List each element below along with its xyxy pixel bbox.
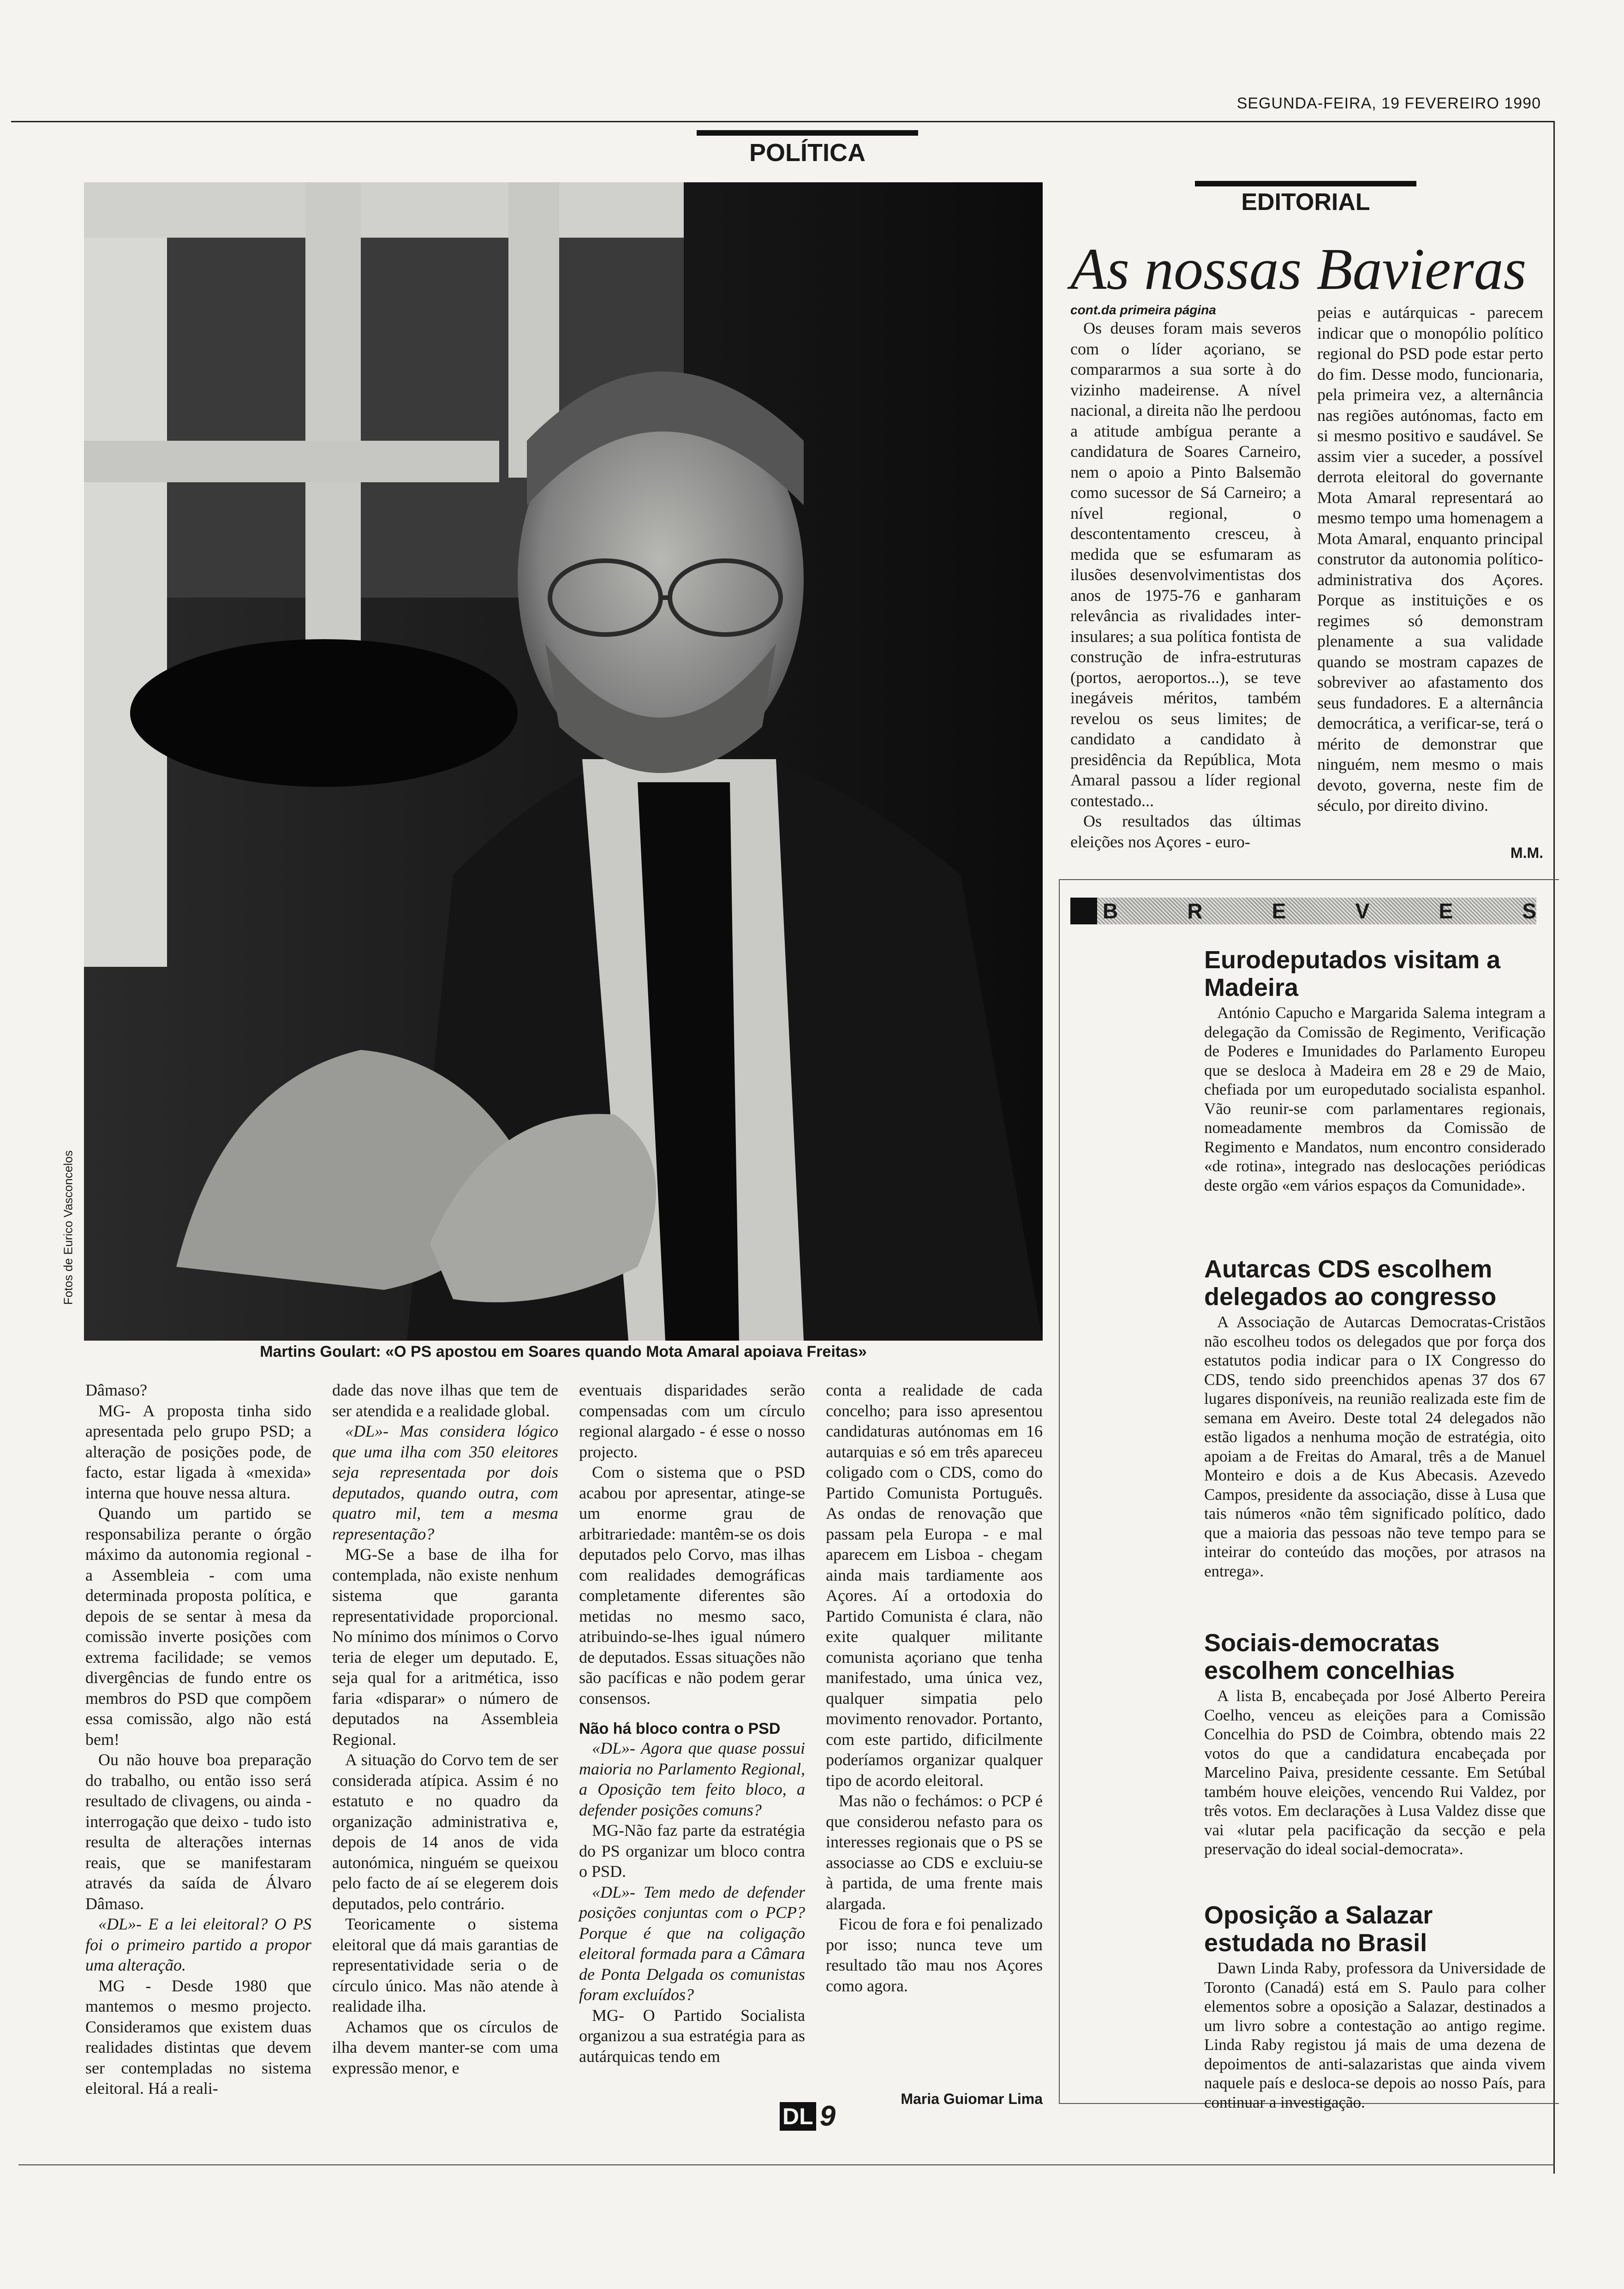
photo-credit — [58, 1117, 78, 1338]
brief-item — [1204, 946, 1546, 1195]
article-paragraph: MG- O Partido Socialista organizou a sua estratégia para as autárquicas tendo em — [579, 2006, 805, 2066]
portrait-illustration — [84, 182, 1043, 1341]
article-paragraph: conta a realidade de cada concelho; para isso apresentou candidaturas autónomas em 16 autarquias e só em três apareceu coligado com o CDS, como do Partido Comunista Português. As ondas de renovação que passam pela Europa - e mal aparecem em Lisboa - chegam ainda mais tardiamente aos Açores. Aí a ortodoxia do Partido Comunista é clara, não exite qualquer militante comunista açoriano que tenha manifestado, uma única vez, qualquer simpatia pelo movimento renovador. Portanto, com este partido, dificilmente poderíamos organizar qualquer tipo de acordo eleitoral. — [826, 1381, 1043, 1790]
page-bottom-rule — [18, 2164, 1555, 2165]
editorial-label: EDITORIAL — [1241, 189, 1370, 216]
editorial-paragraph: Os deuses foram mais severos com o líder açoriano, se compararmos a sua sorte à do vizinho madeirense. A nível nacional, a direita não lhe perdoou a atitude ambígua perante a candidatura de Soares Carneiro, nem o apoio a Pinto Balsemão como sucessor de Sá Carneiro; a nível regional, o descontentamento cresceu, à medida que se esfumaram as ilusões desenvolvimentistas dos anos de 1975-76 e ganharam relevância as rivalidades inter-insulares; a sua política fontista de construção de infra-estruturas (portos, aeroportos...), se teve inegáveis méritos, também revelou os seus limites; de candidato a candidato à presidência da República, Mota Amaral passou a líder regional contestado... — [1070, 319, 1301, 810]
issue-date: SEGUNDA-FEIRA, 19 FEVEREIRO 1990 — [1236, 95, 1541, 112]
brief-text: A lista B, encabeçada por José Alberto Pereira Coelho, venceu as eleições para a Comissão Concelhia do PSD de Coimbra, obtendo mais 22 votos do que a candidatura encabeçada por Marcelino Paiva, presidente cessante. Em Setúbal também houve eleições, vencendo Rui Valdez, por três votos. Em declarações à Lusa Valdez disse que vai «lutar pela pacificação da secção e pela preservação do ideal social-democrata». — [1204, 1687, 1546, 1858]
article-paragraph: MG-Não faz parte da estratégia do PS organizar um bloco contra o PSD. — [579, 1821, 805, 1881]
article-paragraph: A situação do Corvo tem de ser considerada atípica. Assim é no estatuto e no quadro da organização administrativa e, depois de 14 anos de vida autonómica, ninguém se queixou pelo facto de aí se elegerem dois deputados, pelo contrário. — [332, 1750, 558, 1913]
photo-caption: Martins Goulart: «O PS apostou em Soares quando Mota Amaral apoiava Freitas» — [260, 1343, 867, 1360]
breves-square-icon — [1070, 898, 1097, 924]
article-paragraph: MG-Se a base de ilha for contemplada, não existe nenhum sistema que garanta representatividade proporcional. No mínimo dos mínimos o Corvo teria de eleger um deputado. E, seja qual for a aritmética, isso faria «disparar» o número de deputados na Assembleia Regional. — [332, 1545, 558, 1749]
article-byline: Maria Guiomar Lima — [901, 2091, 1043, 2107]
brief-item — [1204, 1255, 1546, 1581]
article-question: «DL»- E a lei eleitoral? O PS foi o primeiro partido a propor uma alteração. — [85, 1915, 311, 1974]
article-column-2 — [332, 1380, 558, 2078]
brief-title: Oposição a Salazar estudada no Brasil — [1204, 1901, 1433, 1957]
section-bar — [697, 130, 918, 136]
brief-title: Eurodeputados visitam a Madeira — [1204, 946, 1501, 1001]
brief-text: António Capucho e Margarida Salema integram a delegação da Comissão de Regimento, Verificação de Poderes e Imunidades do Parlamento Europeu que se desloca à Madeira em 28 e 29 de Maio, chefiada por um europedutado socialista espanhol. Vão reunir-se com parlamentares regionais, nomeadamente membros da Comissão de Regimento e Mandatos, num encontro considerado «de rotina», integrado nas deslocações periódicas deste orgão «em vários espaços da Comunidade». — [1204, 1004, 1546, 1194]
article-paragraph: Achamos que os círculos de ilha devem manter-se com uma expressão menor, e — [332, 2017, 558, 2077]
article-column-1 — [85, 1380, 311, 2099]
brief-title: Sociais-democratas escolhem concelhias — [1204, 1629, 1455, 1684]
brief-item — [1204, 1629, 1546, 1859]
section-header — [697, 130, 918, 167]
interview-photo — [84, 182, 1043, 1341]
breves-letter: B — [1103, 899, 1118, 923]
newspaper-logo: DL — [780, 2102, 816, 2131]
photo-credit-text: Fotos de Eurico Vasconcelos — [61, 1150, 75, 1305]
article-paragraph: Ficou de fora e foi penalizado por isso; nunca teve um resultado tão mau nos Açores como agora. — [826, 1915, 1043, 1995]
article-question: «DL»- Mas considera lógico que uma ilha com 350 eleitores seja representada por dois deputados, quando outra, com quatro mil, tem a mesma representação? — [332, 1422, 558, 1543]
breves-heading — [1103, 898, 1536, 924]
breves-letter: S — [1522, 899, 1536, 923]
article-paragraph: dade das nove ilhas que tem de ser atendida e a realidade global. — [332, 1381, 558, 1420]
editorial-paragraph: peias e autárquicas - parecem indicar que o monopólio político regional do PSD pode estar perto do fim. Desse modo, funcionaria, pela primeira vez, a alternância nas regiões autónomas, facto em si mesmo positivo e saudável. Se assim vier a suceder, a possível derrota eleitoral do governante Mota Amaral representará ao mesmo tempo uma homenagem a Mota Amaral, enquanto principal construtor da autonomia político-administrativa dos Açores. Porque as instituições e os regimes só demonstram plenamente a sua validade quando se mostram capazes de sobreviver ao afastamento dos seus fundadores. E a alternância democrática, a verificar-se, terá o mérito de demonstrar que ninguém, nem mesmo o mais devoto, governa, neste fim de século, por direito divino. — [1317, 303, 1543, 815]
breves-letter: E — [1439, 899, 1453, 923]
editorial-title: As nossas Bavieras — [1070, 236, 1527, 302]
editorial-paragraph: Os resultados das últimas eleições nos Açores - euro- — [1070, 812, 1301, 851]
article-paragraph: MG- A proposta tinha sido apresentada pelo grupo PSD; a alteração de posições pode, de facto, estar ligada à «mexida» interna que houve nessa altura. — [85, 1401, 311, 1502]
article-paragraph: eventuais disparidades serão compensadas com um círculo regional alargado - é esse o nosso projecto. — [579, 1381, 805, 1461]
editorial-header — [1195, 181, 1416, 216]
brief-item — [1204, 1901, 1546, 2112]
editorial-signature: M.M. — [1510, 845, 1543, 861]
article-paragraph: Com o sistema que o PSD acabou por apresentar, atinge-se um enorme grau de arbitrariedade: mantêm-se os dois deputados pelo Corvo, mas ilhas com realidades demográficas completamente diferentes são metidas no mesmo saco, atribuindo-se-lhes igual número de deputados. Essas situações não são pacíficas e não podem gerar consensos. — [579, 1463, 805, 1708]
breves-letter: R — [1187, 899, 1203, 923]
article-question: «DL»- Agora que quase possui maioria no Parlamento Regional, a Oposição tem feito bloco, a defender posições comuns? — [579, 1739, 805, 1819]
page-footer — [780, 2100, 836, 2133]
article-paragraph: Teoricamente o sistema eleitoral que dá mais garantias de representatividade seria o de círculo único. Mas não atende à realidade ilha. — [332, 1915, 558, 2015]
page-top-rule — [11, 121, 1555, 122]
brief-text: Dawn Linda Raby, professora da Universidade de Toronto (Canadá) está em S. Paulo para colher elementos sobre a oposição a Salazar, destinados a um livro sobre a contestação ao antigo regime. Linda Raby registou já mais de uma dezena de depoimentos de anti-salazaristas que ainda vivem naquele país e desloca-se depois ao nosso País, para continuar a investigação. — [1204, 1959, 1546, 2111]
article-paragraph: Mas não o fechámos: o PCP é que considerou nefasto para os interesses regionais que o PS se associasse ao CDS e excluiu-se à partida, de uma frente mais alargada. — [826, 1792, 1043, 1913]
article-subheading: Não há bloco contra o PSD — [579, 1720, 781, 1738]
editorial-column-1 — [1070, 302, 1301, 852]
editorial-bar — [1195, 181, 1416, 186]
brief-text: A Associação de Autarcas Democratas-Cristãos não escolheu todos os delegados que por força dos estatutos podia indicar para o IX Congresso do CDS, tendo sido preenchidos apenas 37 dos 67 lugares disponíveis, na reunião realizada este fim de semana em Aveiro. Deste total 24 delegados não estão ligados a nenhuma moção de estratégia, oito apoiam a de Freitas do Amaral, três a de Manuel Monteiro e dois a de Kus Abecasis. Azevedo Campos, presidente da associação, disse à Lusa que tais números «não têm significado político, dado que a maioria das pessoas não teve tempo para se inteirar do conteúdo das moções, por atrasos na entrega». — [1204, 1313, 1546, 1580]
article-column-4 — [826, 1380, 1043, 1996]
editorial-continuation-note: cont.da primeira página — [1070, 303, 1216, 317]
breves-letter: E — [1272, 899, 1286, 923]
article-paragraph: Dâmaso? — [85, 1381, 147, 1399]
breves-letter: V — [1355, 899, 1370, 923]
article-column-3 — [579, 1380, 805, 2067]
brief-title: Autarcas CDS escolhem delegados ao congresso — [1204, 1255, 1497, 1311]
article-question: «DL»- Tem medo de defender posições conjuntas com o PCP? Porque é que na coligação eleitoral formada para a Câmara de Ponta Delgada os comunistas foram excluídos? — [579, 1882, 805, 2004]
article-paragraph: Quando um partido se responsabiliza perante o órgão máximo da autonomia regional - a Assembleia - com uma determinada proposta política, e depois de se sentar à mesa da comissão inverte posições com extrema facilidade; se vemos divergências de fundo entre os membros do PSD que compõem essa comissão, algo não está bem! — [85, 1504, 311, 1749]
editorial-column-2 — [1317, 302, 1543, 816]
article-paragraph: Ou não houve boa preparação do trabalho, ou então isso será resultado de clivagens, ou ainda - interrogação que deixo - tudo isto resulta de alterações internas reais, que se manifestaram através da saída de Álvaro Dâmaso. — [85, 1750, 311, 1913]
section-label: POLÍTICA — [749, 139, 866, 167]
page-number: 9 — [819, 2100, 836, 2132]
article-paragraph: MG - Desde 1980 que mantemos o mesmo projecto. Consideramos que existem duas realidades distintas que devem ser contempladas no sistema eleitoral. Há a reali- — [85, 1976, 311, 2097]
